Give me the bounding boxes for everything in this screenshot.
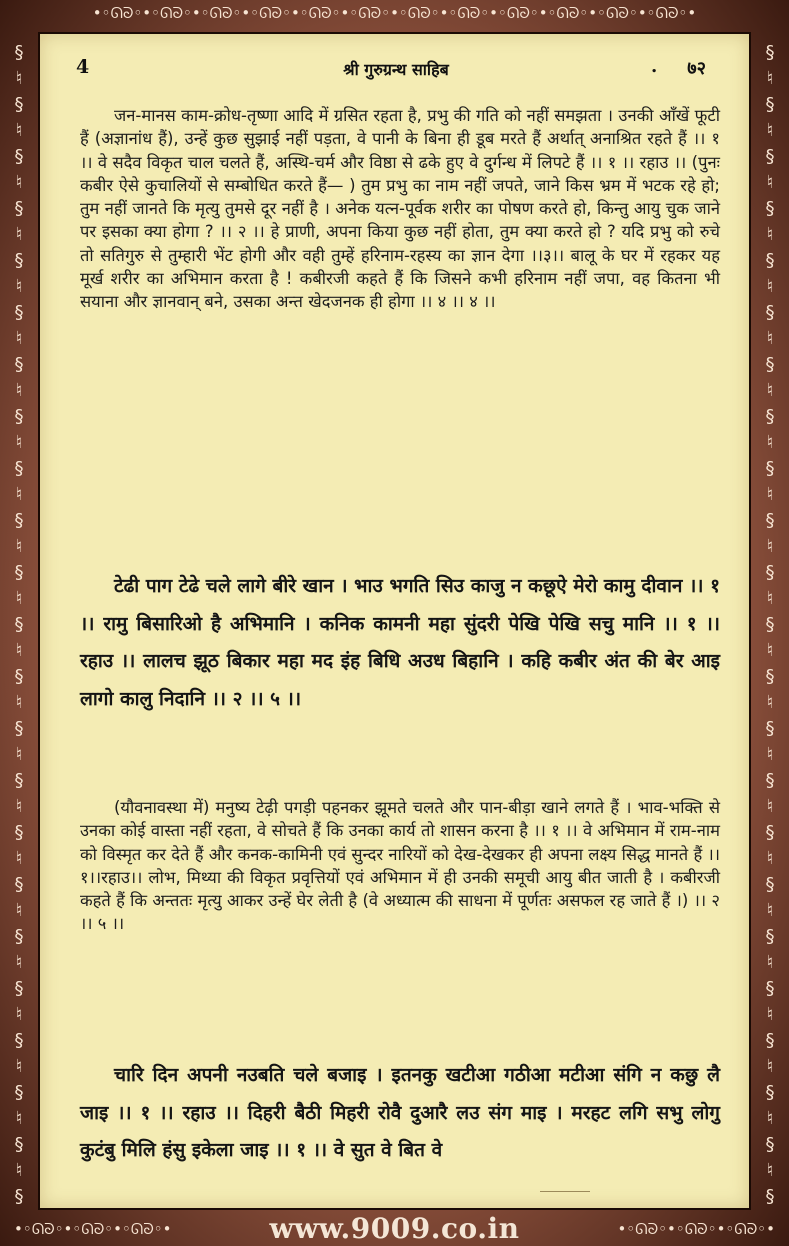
verse-text-2: चारि दिन अपनी नउबति चले बजाइ । इतनकु खटीआ गठीआ मटीआ संगि न कछु लै जाइ ।। १ ।। रहाउ ।। दिहरी बैठी मिहरी रोवै दुआरै लउ संग माइ । मरहट लगि सभु लोगु कुटंबु मिलि हंसु इकेला जाइ ।। १ ।। वे सुत वे बित वे [80, 1064, 720, 1161]
footer-ornament-left-icon: •◦ᘏᘐ◦•◦ᘏᘐ◦•◦ᘏᘐ◦• [14, 1220, 172, 1238]
right-border-ornament-icon: § ♮ § ♮ § ♮ § ♮ § ♮ § ♮ § ♮ § ♮ § ♮ § ♮ § ♮ § ♮ § ♮ § ♮ § ♮ § ♮ § ♮ § ♮ § ♮ § ♮ § ♮ § ♮ § [765, 42, 775, 1205]
page-title: श्री गुरुग्रन्थ साहिब [343, 60, 449, 79]
verse-text-1: टेढी पाग टेढे चले लागे बीरे खान । भाउ भगति सिउ काजु न कछूऐ मेरो कामु दीवान ।। १ ।। रामु बिसारिओ है अभिमानि । कनिक कामनी महा सुंदरी पेखि पेखि सचु मानि ।। १ ।। रहाउ ।। लालच झूठ बिकार महा मद इंह बिधि अउध बिहानि । कहि कबीर अंत की बेर आइ लागो कालु निदानि ।। २ ।। ५ ।। [80, 575, 720, 710]
commentary-text-1: जन-मानस काम-क्रोध-तृष्णा आदि में ग्रसित रहता है, प्रभु की गति को नहीं समझता । उनकी आँखें फूटी हैं (अज्ञानांध हैं), उन्हें कुछ सुझाई नहीं पड़ता, वे पानी के बिना ही डूब मरते हैं अर्थात् अनाश्रित रहते हैं ।। १ ।। वे सदैव विकृत चाल चलते हैं, अस्थि-चर्म और विष्ठा से ढके हुए वे दुर्गन्ध में लिपटे हैं ।। १ ।। रहाउ ।। (पुनः कबीर ऐसे कुचालियों से सम्बोधित करते हैं— ) तुम प्रभु का नाम नहीं जपते, जाने किस भ्रम में भटक रहे हो; तुम नहीं जानते कि मृत्यु तुमसे दूर नहीं है । अनेक यत्न-पूर्वक शरीर का पोषण करते हो, किन्तु आयु चुक जाने पर इसका क्या होगा ? ।। २ ।। हे प्राणी, अपना किया कुछ नहीं होता, तुम क्या करते हो ? यदि प्रभु को रुचे तो सतिगुरु से तुम्हारी भेंट होगी और वही तुम्हें हरिनाम-रहस्य का ज्ञान देगा ।।३।। बालू के घर में रहकर यह मूर्ख शरीर का अभिमान करता है ! कबीरजी कहते हैं कि जिसने कभी हरिनाम नहीं जपा, वह कितना भी सयाना और ज्ञानवान् बने, उसका अन्त खेदजनक ही होगा ।। ४ ।। ४ ।। [80, 106, 720, 312]
left-border-ornament-icon: § ♮ § ♮ § ♮ § ♮ § ♮ § ♮ § ♮ § ♮ § ♮ § ♮ § ♮ § ♮ § ♮ § ♮ § ♮ § ♮ § ♮ § ♮ § ♮ § ♮ § ♮ § ♮ § [14, 42, 24, 1205]
footer-ornament-right-icon: •◦ᘏᘐ◦•◦ᘏᘐ◦•◦ᘏᘐ◦• [617, 1220, 775, 1238]
page-number: 4 [76, 56, 90, 78]
header-dot: . [651, 56, 658, 77]
footer-bar [0, 1212, 789, 1246]
commentary-paragraph-2 [80, 796, 720, 936]
commentary-paragraph-1 [80, 104, 720, 314]
verse-block-2 [80, 1057, 720, 1170]
verse-block-1 [80, 568, 720, 718]
scripture-page [38, 32, 751, 1210]
devanagari-page-number: ७२ [687, 58, 706, 79]
commentary-text-2: (यौवनावस्था में) मनुष्य टेढ़ी पगड़ी पहनकर झूमते चलते और पान-बीड़ा खाने लगते हैं । भाव-भक्ति से उनका कोई वास्ता नहीं रहता, वे सोचते हैं कि उनका कार्य तो शासन करना है ।। १ ।। वे अभिमान में राम-नाम को विस्मृत कर देते हैं और कनक-कामिनी एवं सुन्दर नारियों को देख-देखकर ही अपना लक्ष्य सिद्ध मानते हैं ।।१।।रहाउ।। लोभ, मिथ्या की विकृत प्रवृत्तियों एवं अभिमान में ही उनकी समूची आयु बीत जाती है । कबीरजी कहते हैं कि अन्ततः मृत्यु आकर उन्हें घेर लेती है (वे अध्यात्म की साधना में पूर्णतः असफल रह जाते हैं ।) ।। २ ।। ५ ।। [80, 798, 720, 934]
footer-rule [540, 1191, 590, 1192]
website-watermark: www.9009.co.in [269, 1212, 520, 1245]
page-header [76, 56, 716, 86]
top-border-ornament-icon: •◦ᘏᘐ◦•◦ᘏᘐ◦•◦ᘏᘐ◦•◦ᘏᘐ◦•◦ᘏᘐ◦•◦ᘏᘐ◦•◦ᘏᘐ◦•◦ᘏᘐ◦•◦ᘏᘐ◦•◦ᘏᘐ◦•◦ᘏᘐ◦•◦ᘏᘐ◦• [92, 4, 697, 22]
